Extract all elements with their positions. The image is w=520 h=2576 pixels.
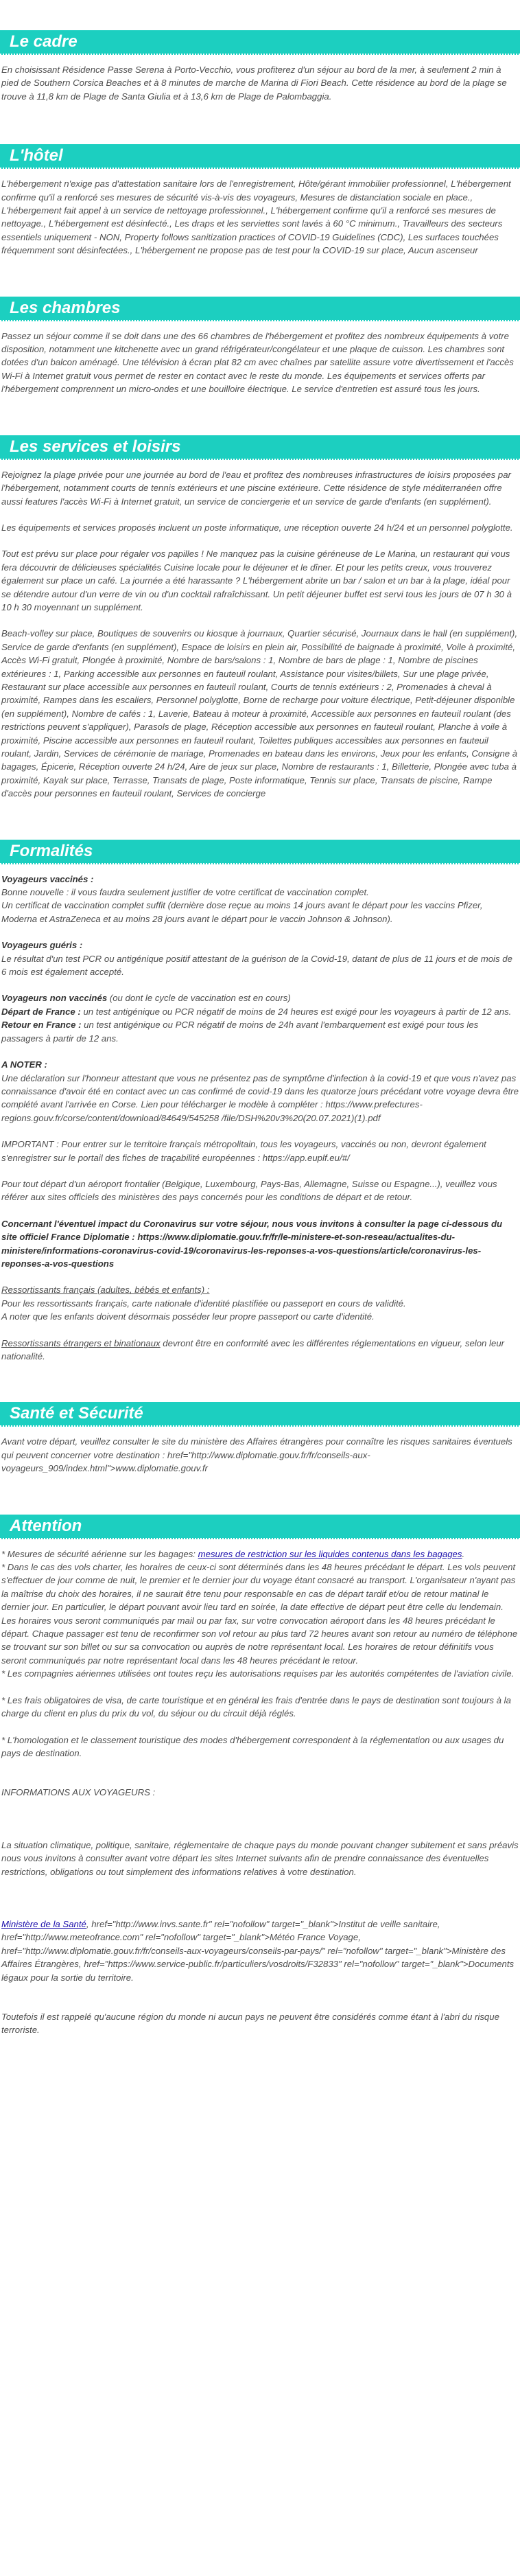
french-nationals-text-2: A noter que les enfants doivent désormais posséder leur propre passeport ou carte d'identité.: [1, 1311, 375, 1322]
retour-label: Retour en France :: [1, 1020, 82, 1031]
invite-consult-text: nous vous invitons à consulter avant votre départ les sites Internet suivants afin de prendre connaissance des éventuelles restrictions, obligations ou tout simplement des informations relatives à votre destination.: [1, 1853, 489, 1877]
note-heading: A NOTER :: [1, 1059, 47, 1070]
climate-text: La situation climatique, politique, sanitaire, réglementaire de chaque pays du monde pouvant changer subitement et sans préavis: [1, 1839, 519, 1850]
note-text: Une déclaration sur l'honneur attestant que vous ne présentez pas de symptôme d'infection à la covid-19 et que vous n'avez pas connaissance d'avoir été en contact avec un cas confirmé de covid-19 dans les quatorze jours précédant votre voyage devra être complété avant l'arrivée en Corse. Lien pour télécharger le modèle à compléter : https://www.prefectures-regions.gouv.fr/corse/content/download/84649/545258 /file/DSH%20v3%20(20.07.2021)(1).pdf: [1, 1072, 519, 1123]
healed-heading: Voyageurs guéris :: [1, 940, 83, 951]
foreign-nationals-text: devront être en conformité avec les différentes réglementations en vigueur, selon leur nationalité.: [1, 1337, 505, 1361]
unvaccinated-heading: [0, 991, 520, 1004]
section-cadre: [0, 0, 520, 103]
retour-rule: [0, 1018, 520, 1045]
depart-text: un test antigénique ou PCR négatif de moins de 24 heures est exigé pour les voyageurs à partir de 12 ans.: [80, 1006, 512, 1017]
section-title-formalites: Formalités: [0, 840, 520, 864]
section-title-hotel: L'hôtel: [0, 144, 520, 169]
unvaccinated-suffix: (ou dont le cycle de vaccination est en cours): [107, 993, 291, 1004]
ministry-health-link[interactable]: Ministère de la Santé: [1, 1918, 86, 1929]
important-text: IMPORTANT : Pour entrer sur le territoire français métropolitain, tous les voyageurs, vaccinés ou non, devront également s'enregistrer sur le portail des fiches de traçabilité européennes : https://app.euplf.eu/#/: [1, 1139, 486, 1163]
section-formalites: [0, 801, 520, 1364]
charter-text: * Dans le cas des vols charter, les horaires de ceux-ci sont déterminés dans les 48 heures précédant le départ. Les vols peuvent s'effectuer de jour comme de nuit, le premier et le dernier jour du voyage étant consacré au transport. L'organisateur n'ayant pas la maîtrise du choix des horaires, il ne saurait être tenu pour responsable en cas de départ tardif et/ou de retour matinal le dernier jour. En particulier, le départ pouvant avoir lieu tard en soirée, la date effective de départ peut être celle du lendemain. Les horaires vous seront communiqués par mail ou par fax, sur votre convocation aéroport dans les 48 heures précédant le départ. Chaque passager est tenu de reconfirmer son vol retour au plus tard 72 heures avant son retour au numéro de téléphone se trouvant sur son billet ou sur sa convocation ou auprès de notre représentant local. Les horaires de retour définitifs vous seront communiqués par notre représentant local dans les 48 heures précédant le retour.: [1, 1562, 518, 1666]
depart-rule: [0, 1005, 520, 1018]
section-title-sante: Santé et Sécurité: [0, 1402, 520, 1427]
coronavirus-link-text: Concernant l'éventuel impact du Coronavirus sur votre séjour, nous vous invitons à consulter la page ci-dessous du site officiel France Diplomatie : https://www.diplomatie.gouv.fr/fr/le-ministere-et-son-reseau/actualites-du-ministere/informations-coronavirus-covid-19/coronavirus-les-reponses-a-vos-questions/article/coronavirus-les-reponses-a-vos-questions: [1, 1218, 503, 1269]
french-nationals-text: Pour les ressortissants français, carte nationale d'identité plastifiée ou passeport en cours de validité.: [1, 1298, 406, 1309]
french-nationals-heading: Ressortissants français (adultes, bébés et enfants) :: [1, 1285, 210, 1296]
section-attention: [0, 1475, 520, 2037]
healed-text: Le résultat d'un test PCR ou antigénique positif attestant de la guérison de la Covid-19, datant de plus de 11 jours et de mois de 6 mois est également accepté.: [1, 953, 512, 978]
baggage-rule-suffix: .: [462, 1548, 465, 1559]
unvaccinated-title: Voyageurs non vaccinés: [1, 993, 108, 1004]
services-text-1: Rejoignez la plage privée pour une journée au bord de l'eau et profitez des nombreuses infrastructures de loisirs proposées par l'hébergement, notamment courts de tennis extérieurs et une piscine extérieure. Cette résidence de style méditerranéen offre aussi features l'accès Wi-Fi à Internet gratuit, un service de conciergerie et un service de garde d'enfants (en supplément).: [1, 469, 511, 507]
foreign-nationals: [0, 1337, 520, 1364]
homologation-text: * L'homologation et le classement touristique des modes d'hébergement correspondent à la réglementation ou aux usages du pays de destination.: [1, 1734, 504, 1758]
official-sites-text: , href="http://www.invs.sante.fr" rel="nofollow" target="_blank">Institut de veille sanitaire, href="http://www.meteofrance.com" rel="nofollow" target="_blank">Météo France Voyage, href="http://www.diplomatie.gouv.fr/fr/conseils-aux-voyageurs/conseils-par-pays/" rel="nofollow" target="_blank">Ministère des Affaires Étrangères, href="https://www.service-public.fr/particuliers/vosdroits/F32833" rel="nofollow" target="_blank">Documents légaux pour la sortie du territoire.: [1, 1918, 515, 1983]
section-title-attention: Attention: [0, 1515, 520, 1539]
section-title-services: Les services et loisirs: [0, 435, 520, 460]
border-airport-text: Pour tout départ d'un aéroport frontalier (Belgique, Luxembourg, Pays-Bas, Allemagne, Suisse ou Espagne...), veuillez vous référer aux sites officiels des ministères des pays concernés pour les conditions de départ et de retour.: [1, 1178, 497, 1203]
sante-text: Avant votre départ, veuillez consulter le site du ministère des Affaires étrangères pour connaître les risques sanitaires éventuels qui peuvent concerner votre destination : href="http://www.diplomatie.gouv.fr/fr/conseils-aux-voyageurs_909/index.html">www.diplomatie.gouv.fr: [1, 1436, 512, 1474]
vaccinated-text: Bonne nouvelle : il vous faudra seulement justifier de votre certificat de vaccination complet.: [1, 887, 369, 898]
foreign-nationals-title: Ressortissants étrangers et binationaux: [1, 1337, 161, 1348]
chambres-text: Passez un séjour comme il se doit dans une des 66 chambres de l'hébergement et profitez des nombreux équipements à votre disposition, notamment une kitchenette avec un grand réfrigérateur/congélateur et une plaque de cuisson. Les chambres sont dotées d'un balcon aménagé. Une télévision à écran plat 82 cm avec chaînes par satellite assure votre divertissement et l'accès Wi-Fi à Internet gratuit vous permet de rester en contact avec le reste du monde. Les équipements et services offerts par l'hébergement comprennent un micro-ondes et une bouilloire électrique. Le service d'entretien est assuré tous les jours.: [1, 330, 514, 395]
terrorism-text: Toutefois il est rappelé qu'aucune région du monde ni aucun pays ne peuvent être considérés comme étant à l'abri du risque terroriste.: [1, 2011, 499, 2036]
section-title-cadre: Le cadre: [0, 30, 520, 55]
airlines-text: * Les compagnies aériennes utilisées ont toutes reçu les autorisations requises par les autorités compétentes de l'aviation civile.: [1, 1668, 515, 1679]
depart-label: Départ de France :: [1, 1006, 81, 1017]
visa-fees-text: * Les frais obligatoires de visa, de carte touristique et en général les frais d'entrée dans le pays de destination sont toujours à la charge du client en plus du prix du vol, du séjour ou du circuit déjà réglés.: [1, 1694, 511, 1719]
official-sites: [0, 1918, 520, 1984]
services-text-3: Tout est prévu sur place pour régaler vos papilles ! Ne manquez pas la cuisine géréneuse de Le Marina, un restaurant qui vous fera découvrir de délicieuses spécialités Cuisine locale pour le déjeuner et le dîner. Et pour les petits creux, vous trouverez également sur place un café. La journée a été harassante ? L'hébergement abrite un bar / salon et un bar à la plage, idéal pour se détendre autour d'un verre de vin ou d'un cocktail rafraîchissant. Un petit déjeuner buffet est servi tous les jours de 07 h 30 à 10 h 30 moyennant un supplément.: [1, 549, 512, 612]
retour-text: un test antigénique ou PCR négatif de moins de 24h avant l'embarquement est exigé pour tous les passagers à partir de 12 ans.: [1, 1020, 479, 1044]
services-text-2: Les équipements et services proposés incluent un poste informatique, une réception ouverte 24 h/24 et un personnel polyglotte.: [1, 522, 513, 533]
baggage-rule-prefix: * Mesures de sécurité aérienne sur les bagages:: [1, 1548, 198, 1559]
liquids-restriction-link[interactable]: mesures de restriction sur les liquides contenus dans les bagages: [198, 1548, 462, 1559]
travellers-info-heading: INFORMATIONS AUX VOYAGEURS :: [1, 1787, 156, 1798]
section-sante: [0, 1363, 520, 1475]
section-title-chambres: Les chambres: [0, 297, 520, 321]
section-chambres: [0, 257, 520, 396]
vaccinated-text-2: Un certificat de vaccination complet suffit (dernière dose reçue au moins 14 jours avant le départ pour les vaccins Pfizer, Moderna et AstraZeneca et au moins 28 jours avant le départ pour le vaccin Johnson & Johnson).: [1, 900, 483, 924]
section-services: [0, 396, 520, 801]
cadre-text: En choisissant Résidence Passe Serena à Porto-Vecchio, vous profiterez d'un séjour au bord de la mer, à seulement 2 min à pied de Southern Corsica Beaches et à 8 minutes de marche de Marina di Fiori Beach. Cette résidence au bord de la plage se trouve à 11,8 km de Plage de Santa Giulia et à 13,6 km de Plage de Palombaggia.: [1, 65, 507, 102]
hotel-text: L'hébergement n'exige pas d'attestation sanitaire lors de l'enregistrement, Hôte/gérant immobilier professionnel, L'hébergement confirme qu'il a renforcé ses mesures de sécurité vis-à-vis des voyageurs, Mesures de distanciation sociale en place., L'hébergement fait appel à un service de nettoyage professionnel., L'hébergement confirme qu'il a renforcé ses mesures de nettoyage., L'hébergement est désinfecté., Les draps et les serviettes sont lavés à 60 °C minimum., Travailleurs des secteurs essentiels uniquement - NON, Property follows sanitization practices of COVID-19 Guidelines (CDC), Les surfaces touchées fréquemment sont désinfectées., L'hébergement ne propose pas de test pour la COVID-19 sur place, Aucun ascenseur: [1, 179, 511, 256]
section-hotel: [0, 103, 520, 257]
services-text-4: Beach-volley sur place, Boutiques de souvenirs ou kiosque à journaux, Quartier sécurisé, Journaux dans le hall (en supplément), Service de garde d'enfants (en supplément), Espace de loisirs en plein air, Possibilité de baignade à proximité, Voile à proximité, Accès Wi-Fi gratuit, Plongée à proximité, Nombre de bars/salons : 1, Nombre de bars de plage : 1, Nombre de piscines extérieures : 1, Parking accessible aux personnes en fauteuil roulant, Assistance pour visites/billets, Sur une plage privée, Restaurant sur place accessible aux personnes en fauteuil roulant, Courts de tennis extérieurs : 2, Promenades à cheval à proximité, Rampes dans les escaliers, Personnel polyglotte, Borne de recharge pour voiture électrique, Petit-déjeuner disponible (en supplément), Nombre de cafés : 1, Laverie, Bateau à moteur à proximité, Accessible aux personnes en fauteuil roulant (des restrictions peuvent s'appliquer), Parasols de plage, Réception accessible aux personnes en fauteuil roulant, Planche à voile à proximité, Piscine accessible aux personnes en fauteuil roulant, Toilettes publiques accessibles aux personnes en fauteuil roulant, Jardin, Services de cérémonie de mariage, Promenades en bateau dans les environs, Jeux pour les enfants, Consigne à bagages, Épicerie, Réception ouverte 24 h/24, Aire de jeux sur place, Nombre de restaurants : 1, Billetterie, Plongée avec tuba à proximité, Kayak sur place, Terrasse, Transats de plage, Poste informatique, Tennis sur place, Transats de piscine, Rampe d'accès pour personnes en fauteuil roulant, Services de concierge: [1, 628, 518, 799]
vaccinated-heading: Voyageurs vaccinés :: [1, 873, 94, 884]
baggage-rule: [0, 1548, 520, 1561]
